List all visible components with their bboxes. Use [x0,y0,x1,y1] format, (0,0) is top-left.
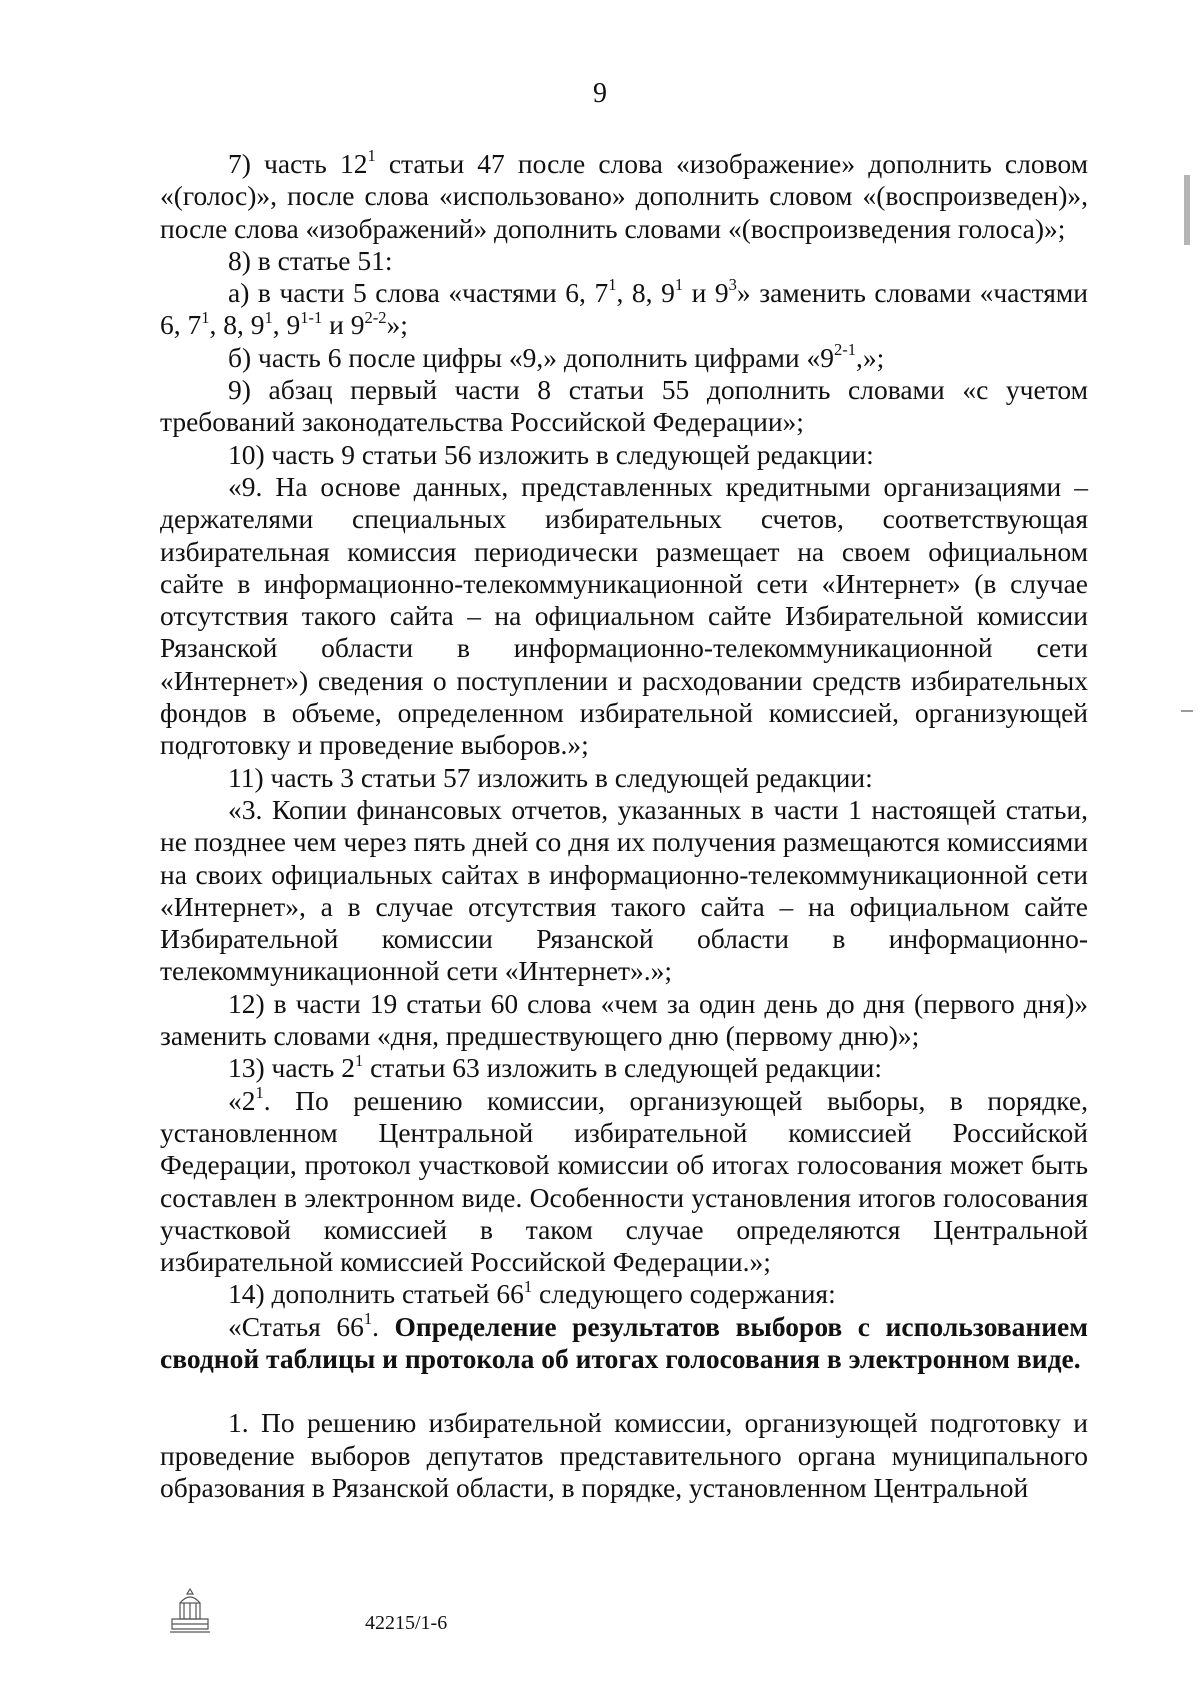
superscript-index: 1 [367,146,376,166]
paragraph-item-7 [160,148,1088,245]
superscript-index: 1 [354,1050,364,1070]
superscript-index: 1 [363,1308,373,1328]
article-heading [160,1308,1088,1376]
superscript-index: 3 [728,275,737,295]
document-body [160,148,1088,1504]
superscript-index: 1 [255,1082,264,1102]
text-run: , 8, 9 [209,309,265,341]
paragraph-item-12 [160,988,1088,1053]
text-run: 1. По решению избирательной комиссии, организующей подготовку и проведение выборов депутатов представительного органа муниципального образования в Рязанской области, в порядке, установленном Центральной [160,1407,1088,1503]
text-run: «9. На основе данных, представленных кредитными организациями – держателями специальных избирательных счетов, соответствующая избирательная комиссия периодически размещает на своем официальном сайте в информационно-телекоммуникационной сети «Интернет» (в случае отсутствия такого сайта – на официальном сайте Избирательной комиссии Рязанской области в информационно-телекоммуникационной сети «Интернет») сведения о поступлении и расходовании средств избирательных фондов в объеме, определенном избирательной комиссией, организующей подготовку и проведение выборов.»; [160,470,1088,761]
superscript-index: 1 [201,307,210,327]
text-run: 13) часть 2 [228,1052,355,1084]
text-run: , 9 [272,309,301,341]
text-run: ,»; [855,341,885,373]
text-run: статьи 47 после слова «изображение» дополнить словом «(голос)», после слова «использовано» дополнить словом «(воспроизведен)», после слова «изображений» дополнить словами «(воспроизведения голоса)»; [160,148,1088,244]
superscript-index: 2-2 [364,307,387,327]
text-run: а) в части 5 слова «частями 6, 7 [228,277,609,309]
text-run: «Статья 66 [228,1310,364,1342]
scan-artifact [1184,175,1190,245]
superscript-index: 1-1 [300,307,323,327]
text-run: б) часть 6 после цифры «9,» дополнить цифрами «9 [228,341,834,373]
paragraph-item-8a [160,277,1088,342]
paragraph-item-10 [160,439,1088,471]
superscript-index: 2-1 [833,339,856,359]
bold-title-text: Определение результатов выборов с использованием сводной таблицы и протокола об итогах голосования в электронном виде. [160,1310,1088,1374]
text-run: 7) часть 12 [228,148,368,179]
scan-artifact [1181,710,1193,712]
text-run: и 9 [683,277,729,309]
paragraph-item-8b [160,339,1088,374]
document-code: 42215/1-6 [365,1612,448,1634]
text-run: следующего содержания: [532,1278,836,1310]
page-number: 9 [593,78,607,109]
text-run: и 9 [322,309,365,341]
text-run: . [372,1310,395,1342]
quoted-text-part-3 [160,794,1088,988]
superscript-index: 1 [523,1276,533,1296]
text-run: 10) часть 9 статьи 56 изложить в следующей редакции: [228,438,874,470]
text-run: » заменить словами «частями 6, 7 [160,277,1089,341]
text-run: , 8, 9 [616,277,675,309]
text-run: 12) в части 19 статьи 60 слова «чем за один день до дня (первого дня)» заменить словами «дня, предшествующего дню (первому дню)»; [160,987,1088,1052]
superscript-index: 1 [608,275,617,295]
text-run: 9) абзац первый части 8 статьи 55 дополнить словами «с учетом требований законодательства Российской Федерации»; [160,374,1088,438]
paragraph-item-11 [160,762,1088,794]
paragraph-item-14 [160,1278,1088,1310]
text-run: «2 [228,1084,256,1116]
text-run: 8) в статье 51: [228,244,393,276]
paragraph-item-8 [160,245,1088,277]
text-run: . По решению комиссии, организующей выборы, в порядке, установленном Центральной избирательной комиссией Российской Федерации, протокол участковой комиссии об итогах голосования может быть составлен в электронном виде. Особенности установления итогов голосования участковой комиссией в таком случае определяются Центральной избирательной комиссией Российской Федерации.»; [160,1084,1088,1278]
quoted-text-part-2-1 [160,1082,1088,1279]
superscript-index: 1 [264,307,273,327]
text-run: «3. Копии финансовых отчетов, указанных в части 1 настоящей статьи, не позднее чем через пять дней со дня их получения размещаются комиссиями на своих официальных сайтах в информационно-телекоммуникационной сети «Интернет», а в случае отсутствия такого сайта – на официальном сайте Избирательной комиссии Рязанской области в информационно-телекоммуникационной сети «Интернет».»; [160,793,1088,987]
quoted-text-part-9 [160,471,1088,762]
superscript-index: 1 [674,275,684,295]
paragraph-item-9 [160,374,1088,439]
text-run: 11) часть 3 статьи 57 изложить в следующей редакции: [228,761,873,793]
coat-of-arms-stamp-icon [168,1585,212,1635]
text-run: статьи 63 изложить в следующей редакции: [363,1052,883,1084]
article-clause-1 [160,1407,1088,1504]
text-run: »; [386,309,408,341]
paragraph-item-13 [160,1052,1088,1084]
text-run: 14) дополнить статьей 66 [228,1278,524,1310]
